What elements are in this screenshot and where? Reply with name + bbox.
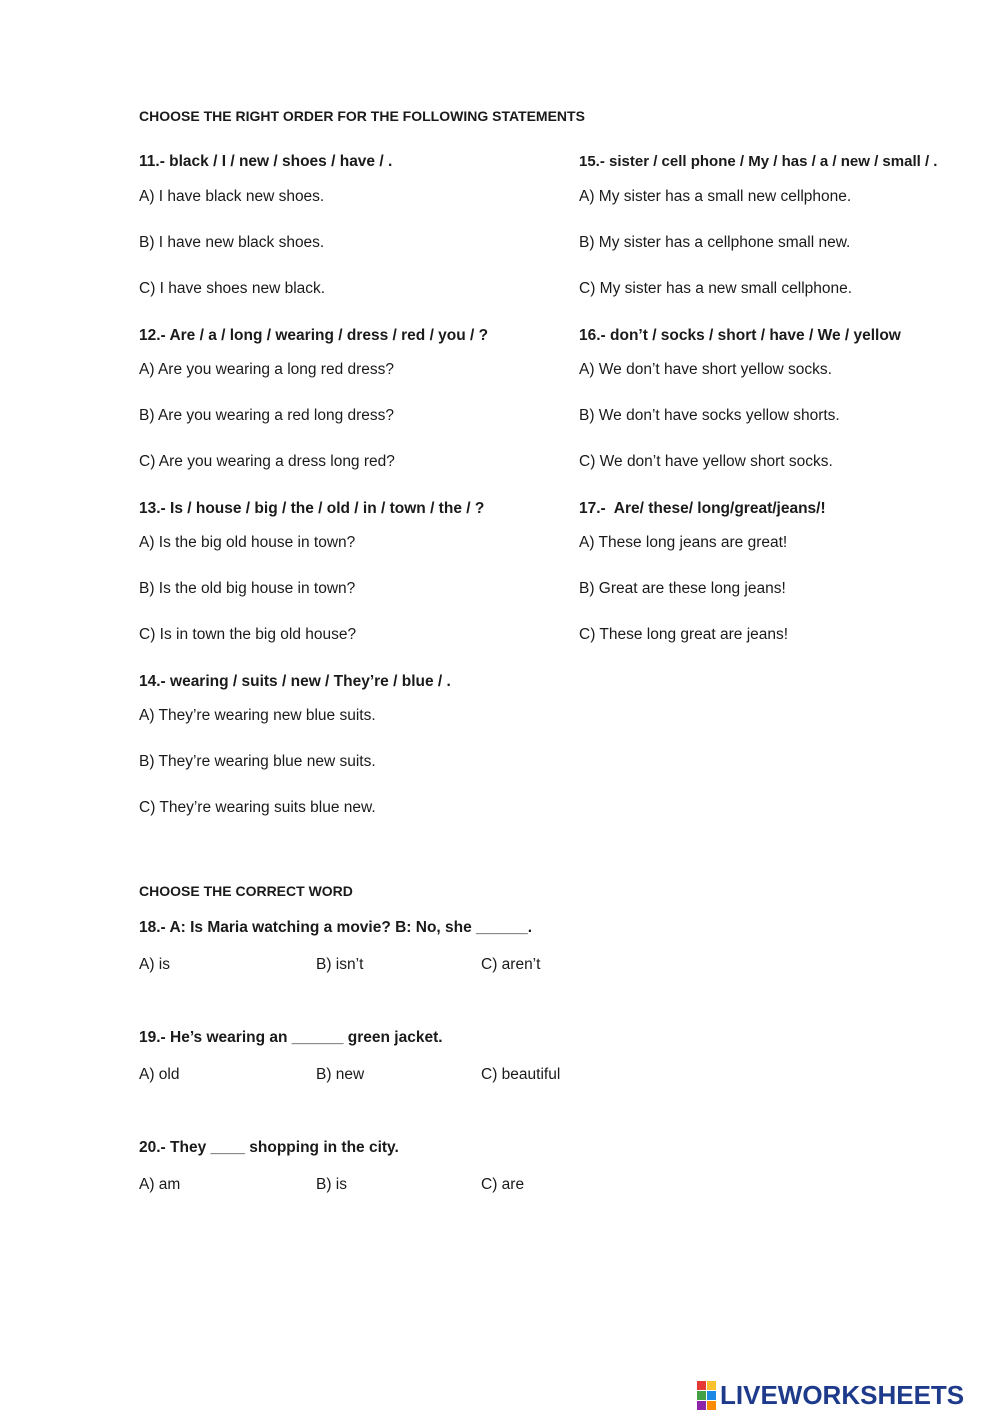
option-b[interactable]: B) isn’t bbox=[316, 956, 364, 973]
question-prompt: 12.- Are / a / long / wearing / dress / red / you / ? bbox=[139, 327, 489, 344]
section1-heading: CHOOSE THE RIGHT ORDER FOR THE FOLLOWING STATEMENTS bbox=[139, 108, 585, 124]
option-a[interactable]: A) Are you wearing a long red dress? bbox=[139, 361, 395, 378]
option-b[interactable]: B) Is the old big house in town? bbox=[139, 580, 356, 597]
section2-heading: CHOOSE THE CORRECT WORD bbox=[139, 883, 353, 899]
option-c[interactable]: C) Is in town the big old house? bbox=[139, 626, 357, 643]
question-prompt: 11.- black / I / new / shoes / have / . bbox=[139, 153, 393, 170]
liveworksheets-logo[interactable] bbox=[697, 1378, 964, 1412]
option-b[interactable]: B) My sister has a cellphone small new. bbox=[579, 234, 851, 251]
option-a[interactable]: A) We don’t have short yellow socks. bbox=[579, 361, 832, 378]
option-b[interactable]: B) is bbox=[316, 1176, 347, 1193]
option-c[interactable]: C) beautiful bbox=[481, 1066, 561, 1083]
option-c[interactable]: C) My sister has a new small cellphone. bbox=[579, 280, 853, 297]
question-prompt: 16.- don’t / socks / short / have / We / yellow bbox=[579, 327, 901, 344]
option-c[interactable]: C) I have shoes new black. bbox=[139, 280, 326, 297]
option-b[interactable]: B) Are you wearing a red long dress? bbox=[139, 407, 395, 424]
question-prompt: 17.- Are/ these/ long/great/jeans/! bbox=[579, 500, 826, 517]
option-a[interactable]: A) These long jeans are great! bbox=[579, 534, 788, 551]
option-b[interactable]: B) We don’t have socks yellow shorts. bbox=[579, 407, 840, 424]
question-prompt: 15.- sister / cell phone / My / has / a / new / small / . bbox=[579, 153, 938, 170]
option-c[interactable]: C) These long great are jeans! bbox=[579, 626, 789, 643]
option-a[interactable]: A) is bbox=[139, 956, 170, 973]
option-c[interactable]: C) They’re wearing suits blue new. bbox=[139, 799, 376, 816]
option-c[interactable]: C) aren’t bbox=[481, 956, 541, 973]
option-a[interactable]: A) They’re wearing new blue suits. bbox=[139, 707, 376, 724]
option-a[interactable]: A) My sister has a small new cellphone. bbox=[579, 188, 852, 205]
question-prompt: 13.- Is / house / big / the / old / in / town / the / ? bbox=[139, 500, 485, 517]
option-b[interactable]: B) Great are these long jeans! bbox=[579, 580, 786, 597]
logo-text: LIVEWORKSHEETS bbox=[720, 1379, 965, 1410]
option-c[interactable]: C) are bbox=[481, 1176, 525, 1193]
option-b[interactable]: B) new bbox=[316, 1066, 365, 1083]
option-a[interactable]: A) old bbox=[139, 1066, 180, 1083]
question-prompt: 14.- wearing / suits / new / They’re / blue / . bbox=[139, 673, 451, 690]
option-c[interactable]: C) Are you wearing a dress long red? bbox=[139, 453, 395, 470]
option-c[interactable]: C) We don’t have yellow short socks. bbox=[579, 453, 833, 470]
logo-blocks-icon bbox=[697, 1381, 716, 1410]
question-prompt: 20.- They ____ shopping in the city. bbox=[139, 1139, 399, 1156]
question-prompt: 19.- He’s wearing an ______ green jacket. bbox=[139, 1029, 443, 1046]
option-b[interactable]: B) I have new black shoes. bbox=[139, 234, 325, 251]
option-a[interactable]: A) Is the big old house in town? bbox=[139, 534, 356, 551]
option-b[interactable]: B) They’re wearing blue new suits. bbox=[139, 753, 376, 770]
option-a[interactable]: A) I have black new shoes. bbox=[139, 188, 325, 205]
question-prompt: 18.- A: Is Maria watching a movie? B: No, she ______. bbox=[139, 919, 533, 936]
option-a[interactable]: A) am bbox=[139, 1176, 181, 1193]
